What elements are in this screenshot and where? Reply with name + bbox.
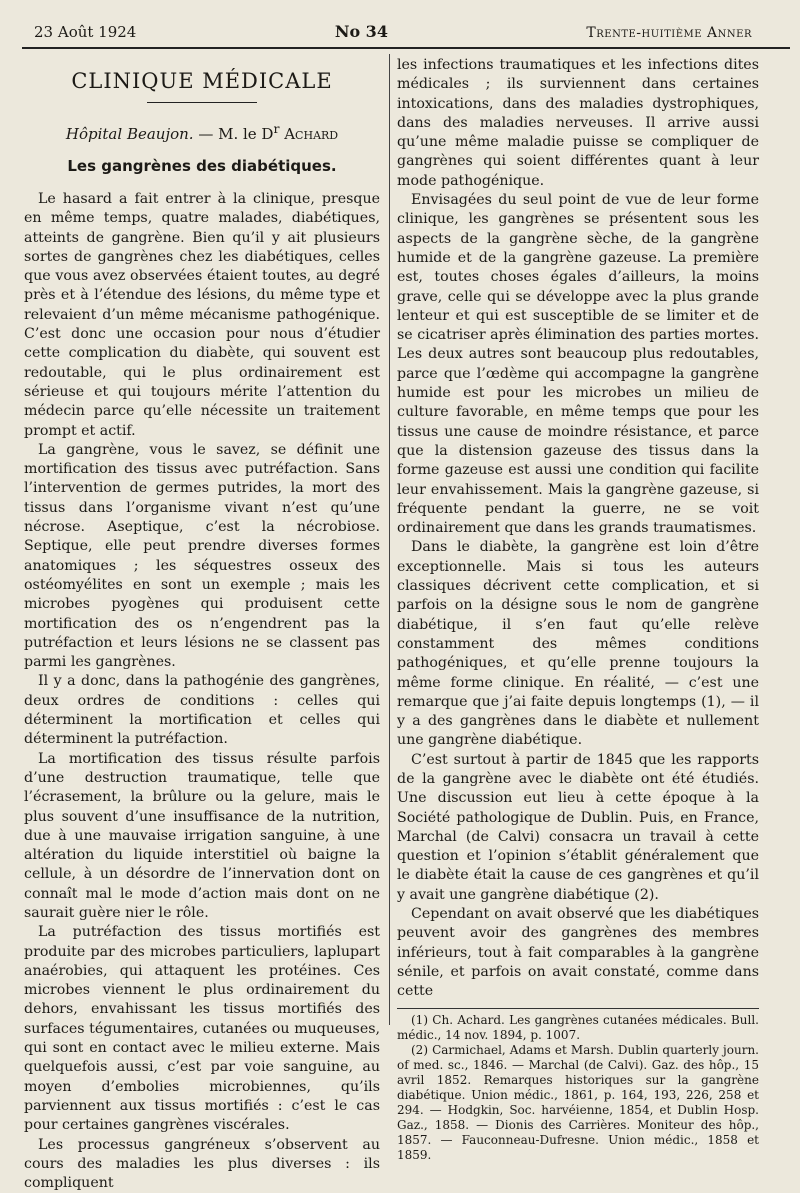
- paragraph: Il y a donc, dans la pathogénie des gangrènes, deux ordres de conditions : celles qui déterminent la mortification et celles qui déterminent la putréfaction.: [24, 673, 380, 748]
- footnote: (1) Ch. Achard. Les gangrènes cutanées médicales. Bull. médic., 14 nov. 1894, p. 1007.: [397, 1012, 759, 1042]
- header-date: 23 Août 1924: [34, 23, 137, 41]
- hospital-line: [24, 119, 380, 144]
- hospital-name: Hôpital Beaujon.: [65, 125, 194, 143]
- paragraph: C’est surtout à partir de 1845 que les rapports de la gangrène avec le diabète ont été étudiés. Une discussion eut lieu à cette époque à la Société pathologique de Dublin. Puis, en France, Marchal (de Calvi) consacra un travail à cette question et l’opinion s’établit généralement que le diabète était la cause de ces gangrènes et qu’il y avait une gangrène diabétique (2).: [397, 751, 759, 903]
- paragraph: les infections traumatiques et les infections dites médicales ; ils surviennent dans certaines intoxications, dans des maladies dystrophiques, dans des maladies nerveuses. Il arrive aussi qu’une même maladie puisse se compliquer de gangrènes qui soient différentes quant à leur mode pathogénique.: [397, 57, 759, 189]
- column-divider: [389, 54, 390, 1025]
- footnote: (2) Carmichael, Adams et Marsh. Dublin quarterly journ. of med. sc., 1846. — Marchal (de Calvi). Gaz. des hôp., 15 avril 1852. Remarques historiques sur la gangrène diabétique. Union médic., 1861, p. 164, 193, 226, 258 et 294. — Hodgkin, Soc. harvéienne, 1854, et Dublin Hosp. Gaz., 1858. — Dionis des Carrières. Moniteur des hôp., 1857. — Fauconneau-Dufresne. Union médic., 1858 et 1859.: [397, 1042, 759, 1162]
- paragraph: La mortification des tissus résulte parfois d’une destruction traumatique, telle que l’écrasement, la brûlure ou la gelure, mais le plus souvent d’une insuffisance de la nutrition, due à une mauvaise irrigation sanguine, à une altération du liquide interstitiel où baigne la cellule, à un désordre de l’innervation dont on connaît mal le mode d’action mais dont on ne saurait guère nier le rôle.: [24, 750, 380, 921]
- header-year-label: Trente-huitième Anner: [586, 25, 752, 41]
- paragraph: Les processus gangréneux s’observent au cours des maladies les plus diverses : ils compliquent: [24, 1136, 380, 1192]
- paragraph: Envisagées du seul point de vue de leur forme clinique, les gangrènes se présentent sous les aspects de la gangrène sèche, de la gangrène humide et de la gangrène gazeuse. La première est, toutes choses égales d’ailleurs, la moins grave, celle qui se développe avec la plus grande lenteur et qui est susceptible de se limiter et de se cicatriser après élimination des parties mortes. Les deux autres sont beaucoup plus redoutables, parce que l’œdème qui accompagne la gangrène humide est pour les microbes un milieu de culture favorable, en même temps que pour les tissus une cause de moindre résistance, et parce que la distension gazeuse des tissus dans la forme gazeuse est aussi une condition qui facilite leur envahissement. Mais la gangrène gazeuse, si fréquente pendant la guerre, ne se voit ordinairement que dans les grands traumatismes.: [397, 192, 759, 537]
- running-header: [34, 22, 752, 46]
- paragraph: Dans le diabète, la gangrène est loin d’être exceptionnelle. Mais si tous les auteurs classiques décrivent cette complication, et si parfois on la désigne sous le nom de gangrène diabétique, il s’en faut qu’elle relève constamment des mêmes conditions pathogéniques, et qu’elle prenne toujours la même forme clinique. En réalité, — c’est une remarque que j’ai faite depuis longtemps (1), — il y a des gangrènes dans le diabète et nullement une gangrène diabétique.: [397, 539, 759, 749]
- article-title: Les gangrènes des diabétiques.: [67, 157, 337, 175]
- header-rule: [22, 47, 790, 49]
- header-issue-number: No 34: [334, 22, 388, 41]
- left-column: [24, 60, 380, 1193]
- footnote-rule: [397, 1008, 759, 1009]
- title-rule: [147, 102, 257, 103]
- paragraph: La gangrène, vous le savez, se définit une mortification des tissus avec putréfaction. Sans l’intervention de germes putrides, la mort des tissus dans l’organisme vivant n’est qu’une nécrose. Aseptique, c’est la nécrobiose. Septique, elle peut prendre diverses formes anatomiques ; les séquestres osseux des ostéomyélites en sont un exemple ; mais les microbes pyogènes qui produisent cette mortification des os n’engendrent pas la putréfaction et leurs lésions ne se classent pas parmi les gangrènes.: [24, 441, 380, 671]
- section-title: CLINIQUE MÉDICALE: [71, 69, 333, 93]
- right-column: [397, 56, 759, 1163]
- hospital-dash: — M. le D: [193, 125, 274, 143]
- author-name: Achard: [279, 125, 339, 143]
- paragraph: Cependant on avait observé que les diabétiques peuvent avoir des gangrènes des membres inférieurs, tout à fait comparables à la gangrène sénile, et parfois on avait constaté, comme dans cette: [397, 906, 759, 1000]
- left-body: [24, 190, 380, 1193]
- doctor-sup: r: [273, 121, 280, 136]
- paragraph: La putréfaction des tissus mortifiés est produite par des microbes particuliers, laplupart anaérobies, qui attaquent les protéines. Ces microbes viennent le plus ordinairement du dehors, envahissant les tissus mortifiés des surfaces tégumentaires, cutanées ou muqueuses, qui sont en contact avec le milieu externe. Mais quelquefois aussi, c’est par voie sanguine, au moyen d’embolies microbiennes, qu’ils parviennent aux tissus mortifiés : c’est le cas pour certaines gangrènes viscérales.: [24, 924, 380, 1134]
- paragraph: Le hasard a fait entrer à la clinique, presque en même temps, quatre malades, diabétiques, atteints de gangrène. Bien qu’il y ait plusieurs sortes de gangrènes chez les diabétiques, celles que vous avez observées étaient toutes, au degré près et à l’étendue des lésions, du même type et relevaient d’un même mécanisme pathogénique. C’est donc une occasion pour nous d’étudier cette complication du diabète, qui souvent est redoutable, qui le plus ordinairement est sérieuse et qui toujours mérite l’attention du médecin parce qu’elle nécessite un traitement prompt et actif.: [24, 191, 380, 439]
